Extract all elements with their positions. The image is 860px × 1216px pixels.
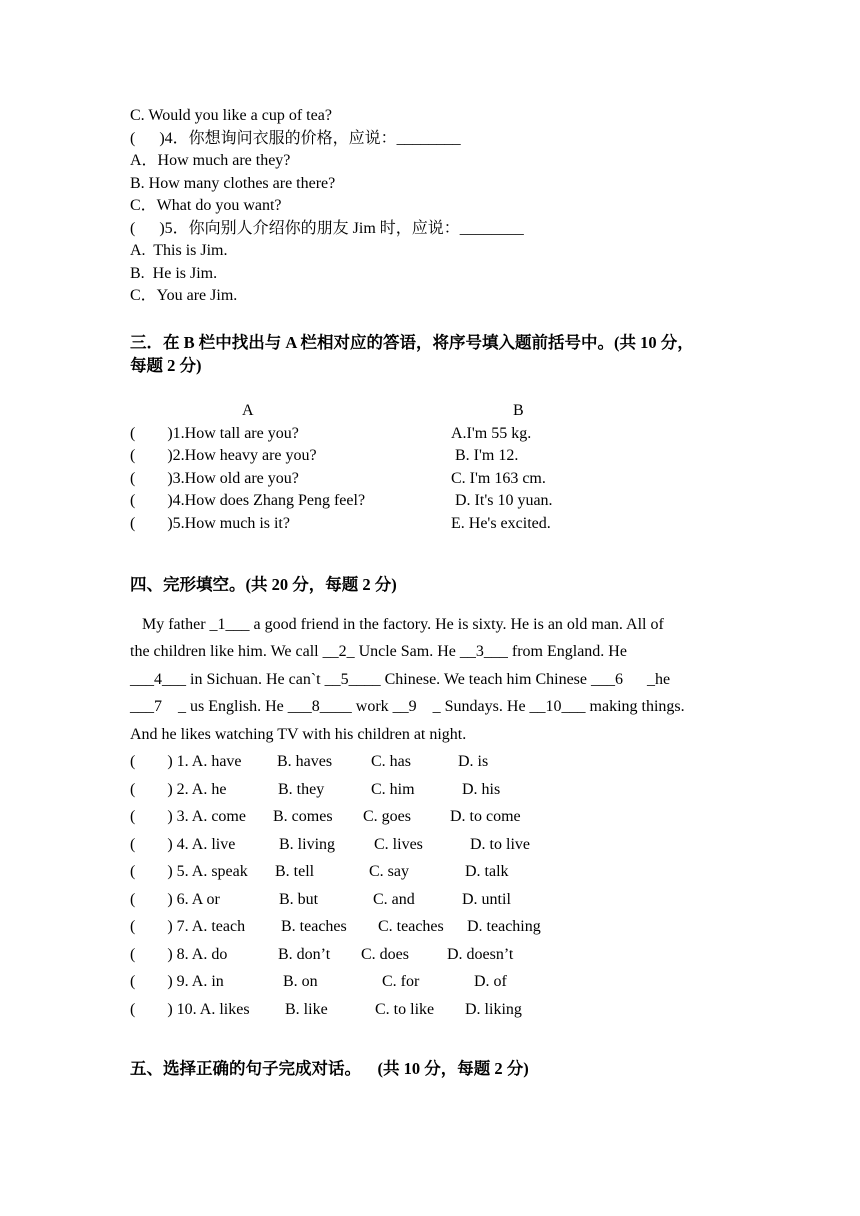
cloze-option-d: D. to live bbox=[470, 836, 530, 853]
cloze-question: ( ) 2. A. he bbox=[130, 781, 227, 798]
cloze-option-b: B. like bbox=[285, 1001, 328, 1018]
cloze-option-b: B. teaches bbox=[281, 918, 347, 935]
cloze-option-b: B. on bbox=[283, 973, 318, 990]
option-line: B. He is Jim. bbox=[130, 265, 218, 282]
column-b-label: B bbox=[513, 402, 524, 419]
match-question: ( )3.How old are you? bbox=[130, 470, 299, 487]
cloze-option-c: C. for bbox=[382, 973, 420, 990]
passage-line: ___7 _ us English. He ___8____ work __9 _ Sundays. He __10___ making things. bbox=[130, 698, 685, 715]
section3-heading: 三．在 B 栏中找出与 A 栏相对应的答语，将序号填入题前括号中。(共 10 分， bbox=[130, 333, 694, 352]
option-line: A. This is Jim. bbox=[130, 242, 228, 259]
cloze-option-d: D. teaching bbox=[467, 918, 541, 935]
match-question: ( )4.How does Zhang Peng feel? bbox=[130, 492, 366, 509]
cloze-option-c: C. does bbox=[361, 946, 409, 963]
cloze-option-d: D. his bbox=[462, 781, 501, 798]
cloze-question: ( ) 9. A. in bbox=[130, 973, 224, 990]
cloze-option-d: D. is bbox=[458, 753, 489, 770]
match-question: ( )5.How much is it? bbox=[130, 515, 290, 532]
cloze-option-b: B. don’t bbox=[278, 946, 331, 963]
cloze-option-c: C. goes bbox=[363, 808, 411, 825]
cloze-question: ( ) 7. A. teach bbox=[130, 918, 246, 935]
section4-heading: 四、完形填空。(共 20 分，每题 2 分) bbox=[130, 575, 397, 594]
passage-line: My father _1___ a good friend in the factory. He is sixty. He is an old man. All of bbox=[130, 616, 664, 633]
cloze-question: ( ) 4. A. live bbox=[130, 836, 236, 853]
cloze-question: ( ) 5. A. speak bbox=[130, 863, 248, 880]
column-a-label: A bbox=[242, 402, 254, 419]
cloze-question: ( ) 8. A. do bbox=[130, 946, 228, 963]
cloze-option-c: C. teaches bbox=[378, 918, 444, 935]
cloze-option-c: C. say bbox=[369, 863, 409, 880]
cloze-question: ( ) 10. A. likes bbox=[130, 1001, 250, 1018]
cloze-option-d: D. to come bbox=[450, 808, 521, 825]
question-line: ( )4．你想询问衣服的价格，应说：________ bbox=[130, 130, 461, 147]
cloze-option-d: D. until bbox=[462, 891, 511, 908]
match-answer: B. I'm 12. bbox=[451, 447, 519, 464]
cloze-option-d: D. talk bbox=[465, 863, 509, 880]
passage-line: ___4___ in Sichuan. He can`t __5____ Chinese. We teach him Chinese ___6 _he bbox=[130, 671, 671, 688]
match-question: ( )2.How heavy are you? bbox=[130, 447, 317, 464]
match-answer: E. He's excited. bbox=[451, 515, 551, 532]
cloze-option-c: C. and bbox=[373, 891, 415, 908]
option-line: A．How much are they? bbox=[130, 152, 291, 169]
section5-heading: 五、选择正确的句子完成对话。 (共 10 分，每题 2 分) bbox=[130, 1059, 529, 1078]
match-answer: C. I'm 163 cm. bbox=[451, 470, 546, 487]
option-line: C．What do you want? bbox=[130, 197, 282, 214]
cloze-option-b: B. they bbox=[278, 781, 325, 798]
cloze-option-b: B. but bbox=[279, 891, 319, 908]
cloze-option-b: B. comes bbox=[273, 808, 333, 825]
cloze-option-c: C. lives bbox=[374, 836, 423, 853]
passage-line: And he likes watching TV with his children at night. bbox=[130, 726, 467, 743]
question-line: ( )5．你向别人介绍你的朋友 Jim 时，应说：________ bbox=[130, 220, 524, 237]
section3-heading-cont: 每题 2 分) bbox=[130, 356, 202, 375]
cloze-option-c: C. him bbox=[371, 781, 415, 798]
passage-line: the children like him. We call __2_ Uncle Sam. He __3___ from England. He bbox=[130, 643, 627, 660]
cloze-option-d: D. doesn’t bbox=[447, 946, 514, 963]
option-line: C．You are Jim. bbox=[130, 287, 238, 304]
cloze-option-d: D. liking bbox=[465, 1001, 522, 1018]
cloze-option-b: B. tell bbox=[275, 863, 315, 880]
match-answer: D. It's 10 yuan. bbox=[451, 492, 553, 509]
cloze-option-b: B. living bbox=[279, 836, 336, 853]
cloze-question: ( ) 3. A. come bbox=[130, 808, 246, 825]
option-line: B. How many clothes are there? bbox=[130, 175, 336, 192]
cloze-question: ( ) 1. A. have bbox=[130, 753, 242, 770]
cloze-option-d: D. of bbox=[474, 973, 507, 990]
match-answer: A.I'm 55 kg. bbox=[451, 425, 532, 442]
cloze-option-c: C. has bbox=[371, 753, 411, 770]
cloze-option-b: B. haves bbox=[277, 753, 333, 770]
cloze-question: ( ) 6. A or bbox=[130, 891, 220, 908]
match-question: ( )1.How tall are you? bbox=[130, 425, 299, 442]
option-line: C. Would you like a cup of tea? bbox=[130, 107, 332, 124]
cloze-option-c: C. to like bbox=[375, 1001, 435, 1018]
